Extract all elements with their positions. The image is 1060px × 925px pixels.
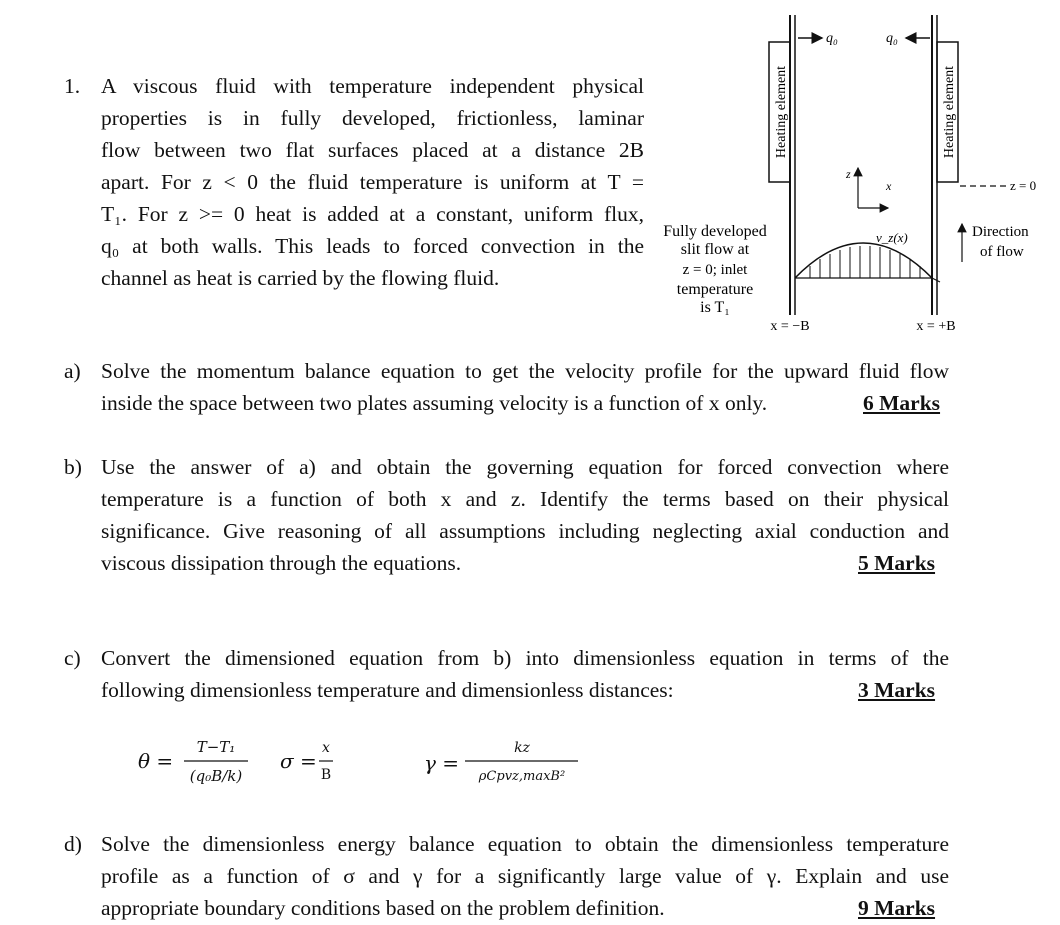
part-d-line: appropriate boundary conditions based on the problem definition. (101, 896, 665, 920)
z-axis-label: z (846, 167, 851, 181)
part-a-label: a) (64, 359, 81, 383)
question-number: 1. (64, 74, 81, 98)
part-a-marks: 6 Marks (863, 391, 941, 415)
part-c-label: c) (64, 646, 81, 670)
gamma-denominator: ρCpvz,maxB² (478, 769, 566, 784)
part-c-marks: 3 Marks (858, 678, 936, 702)
right-heating-label: Heating element (942, 65, 957, 159)
z-zero-label: z = 0 (1010, 178, 1037, 193)
vz-label: v_z(x) (876, 230, 908, 245)
inlet-line: Fully developed (663, 223, 767, 240)
part-b-label: b) (64, 455, 82, 479)
x-minus-label: x = −B (770, 319, 810, 334)
part-c-line: Convert the dimensioned equation from b) into dimensionless equation in terms of the (101, 646, 949, 670)
gamma-numerator: kz (514, 740, 530, 756)
part-a (64, 355, 949, 419)
inlet-line: z = 0; inlet (682, 262, 748, 278)
part-b-marks: 5 Marks (858, 551, 936, 575)
question-line: T₁. For z >= 0 heat is added at a constant, uniform flux, (101, 202, 644, 226)
question-line: channel as heat is carried by the flowing fluid. (101, 266, 500, 290)
part-d (64, 828, 949, 924)
part-b-line: viscous dissipation through the equations. (101, 551, 462, 575)
theta-denominator: (q₀B/k) (189, 767, 243, 785)
part-c (64, 642, 949, 706)
x-plus-label: x = +B (916, 319, 956, 334)
x-axis-label: x (886, 179, 892, 193)
dimensionless-definitions (120, 728, 600, 798)
gamma-lhs: γ = (424, 751, 460, 775)
question-line: q₀ at both walls. This leads to forced convection in the (101, 234, 644, 258)
direction-label-line2: of flow (980, 244, 1024, 260)
question-line: properties is in fully developed, frictionless, laminar (101, 106, 644, 130)
left-heating-label: Heating element (774, 65, 789, 159)
inlet-line: temperature (676, 281, 754, 298)
part-d-label: d) (64, 832, 82, 856)
question-line: flow between two flat surfaces placed at a distance 2B (101, 138, 644, 162)
sigma-lhs: σ = (280, 749, 317, 773)
question-text (101, 70, 644, 294)
theta-lhs: θ = (138, 749, 174, 773)
part-b-line: significance. Give reasoning of all assumptions including neglecting axial conduction and (101, 519, 949, 543)
part-d-line: Solve the dimensionless energy balance equation to obtain the dimensionless temperature (101, 832, 949, 856)
question-line: apart. For z < 0 the fluid temperature is uniform at T = (101, 170, 644, 194)
theta-numerator: T−T₁ (196, 738, 236, 756)
part-a-line: Solve the momentum balance equation to get the velocity profile for the upward fluid flow (101, 359, 949, 383)
velocity-profile (795, 243, 932, 278)
part-a-line: inside the space between two plates assuming velocity is a function of x only. (101, 391, 768, 415)
direction-label-line1: Direction (972, 224, 1029, 240)
question-1 (64, 70, 644, 294)
q-right-label: q₀ (886, 31, 898, 46)
part-d-marks: 9 Marks (858, 896, 936, 920)
part-b-line: Use the answer of a) and obtain the governing equation for forced convection where (101, 455, 949, 479)
part-d-line: profile as a function of σ and γ for a significantly large value of γ. Explain and use (101, 864, 949, 888)
channel-flow-diagram (640, 0, 1060, 345)
part-b (64, 451, 949, 579)
inlet-line: is T₁ (700, 299, 730, 316)
part-c-line: following dimensionless temperature and dimensionless distances: (101, 678, 674, 702)
sigma-numerator: x (322, 740, 330, 756)
sigma-denominator: B (320, 767, 332, 783)
q-left-label: q₀ (826, 31, 838, 46)
question-line: A viscous fluid with temperature independent physical (101, 74, 644, 98)
part-b-line: temperature is a function of both x and z. Identify the terms based on their physical (101, 487, 949, 511)
inlet-line: slit flow at (680, 241, 750, 258)
